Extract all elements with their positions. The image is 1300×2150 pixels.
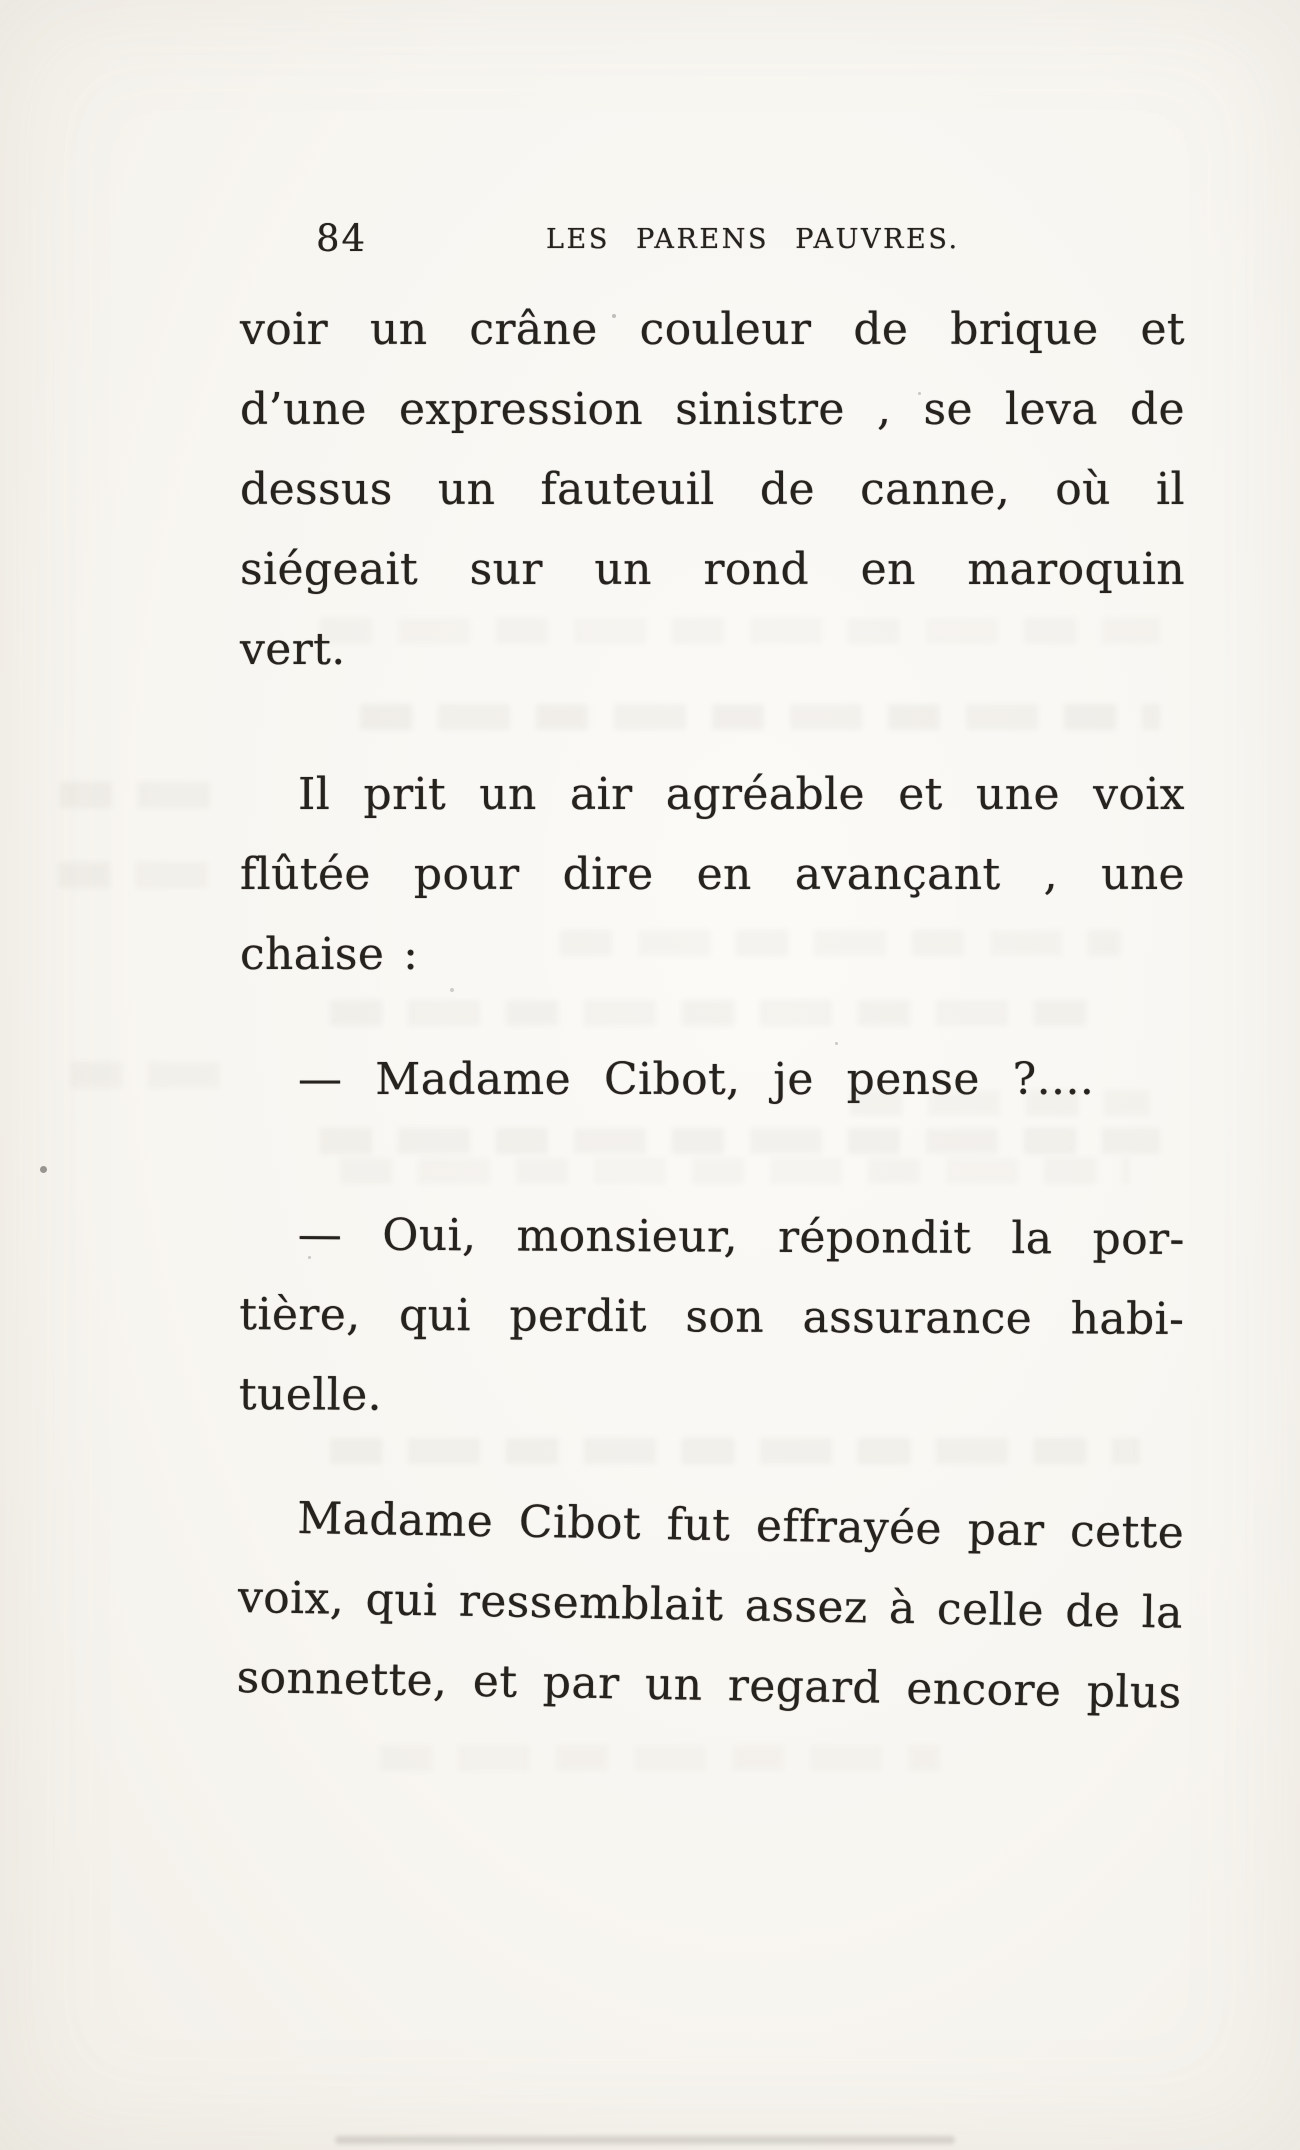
page-number: 84 [316, 217, 368, 260]
running-title: LES PARENS PAUVRES. [546, 224, 960, 255]
text-line: voix, qui ressemblait assez à celle de la [237, 1571, 1184, 1639]
bleed-through-line [340, 1158, 1130, 1184]
bleed-through-line [320, 1128, 1160, 1154]
page-header [240, 214, 1185, 270]
scan-smudge [335, 2136, 955, 2144]
paragraph [239, 1195, 1185, 1440]
bleed-through-line [70, 1062, 220, 1088]
scan-speck [612, 314, 616, 318]
bleed-through-line [330, 1438, 1140, 1464]
text-line: chaise : [240, 929, 419, 980]
text-line: Il prit un air agréable et une voix [298, 769, 1185, 820]
text-line: siégeait sur un rond en maroquin [240, 544, 1185, 595]
scan-speck [450, 988, 454, 992]
scan-speck [835, 1042, 838, 1045]
scan-speck [308, 1256, 311, 1259]
bleed-through-line [560, 930, 1120, 956]
text-line: dessus un fauteuil de canne, où il [240, 464, 1185, 515]
text-line: sonnette, et par un regard encore plus [236, 1651, 1182, 1719]
bleed-through-line [850, 1090, 1150, 1116]
text-line: — Madame Cibot, je pense ?.... [298, 1054, 1095, 1105]
bleed-through-line [380, 1745, 940, 1771]
paragraph [240, 755, 1185, 995]
text-line: tière, qui perdit son assurance habi- [239, 1288, 1185, 1345]
text-line: — Oui, monsieur, répondit la por- [297, 1209, 1185, 1265]
text-line: voir un crâne couleur de brique et [240, 304, 1185, 355]
bleed-through-line [58, 862, 233, 888]
paragraph [236, 1478, 1185, 1734]
bleed-through-line [330, 1000, 1110, 1026]
text-line: flûtée pour dire en avançant , une [240, 849, 1185, 900]
text-line: Madame Cibot fut effrayée par cette [296, 1492, 1185, 1559]
scan-speck [40, 1166, 47, 1173]
bleed-through-line [360, 704, 1160, 730]
text-line: d’une expression sinistre , se leva de [240, 384, 1185, 435]
bleed-through-line [60, 782, 225, 808]
text-line: vert. [240, 624, 346, 675]
text-line: tuelle. [238, 1368, 383, 1421]
scan-speck [918, 392, 921, 395]
bleed-through-line [320, 618, 1160, 644]
